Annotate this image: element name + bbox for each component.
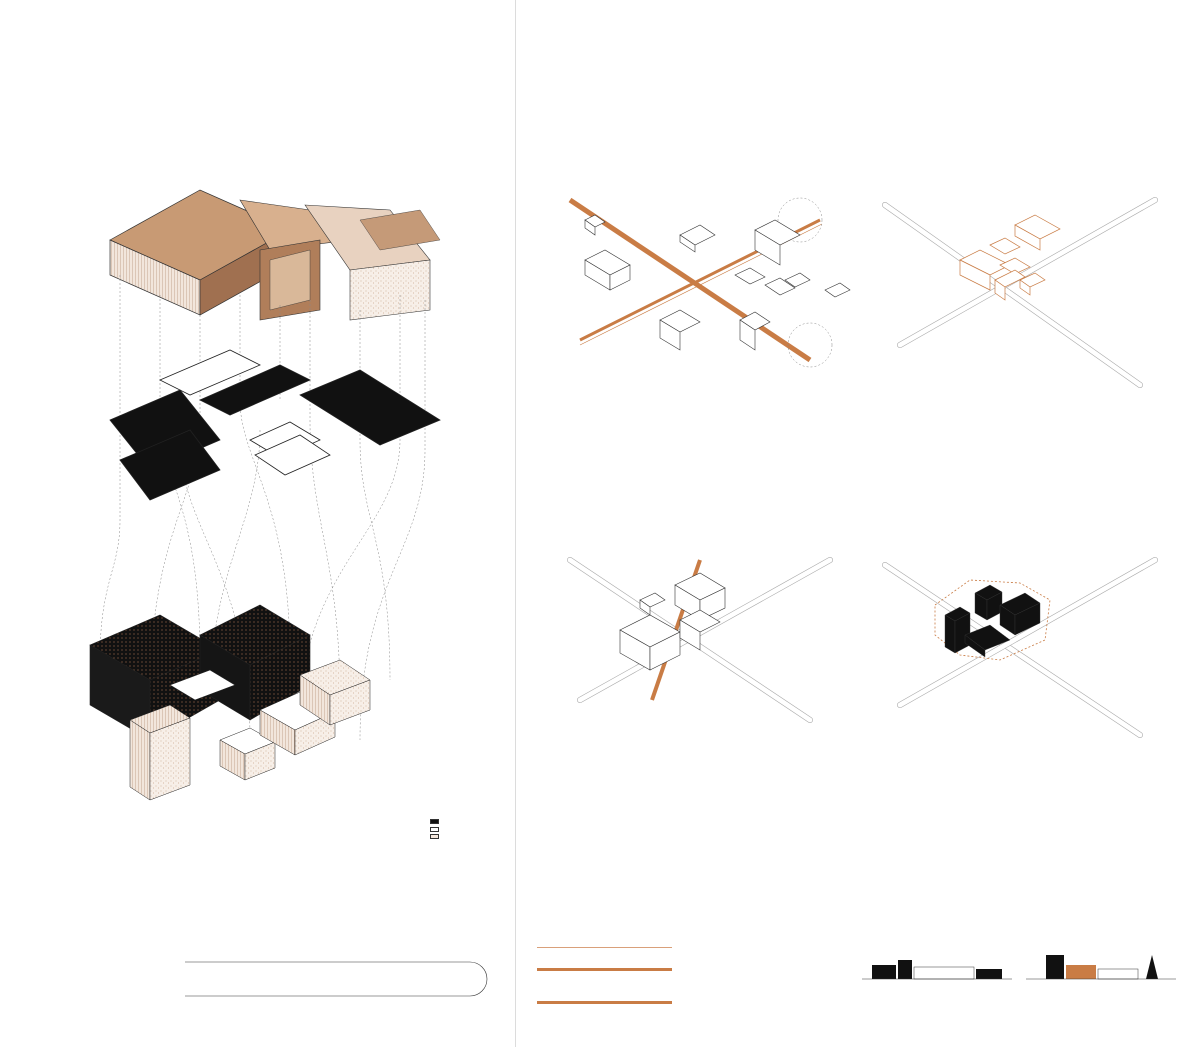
scene2-elevation <box>1026 945 1176 985</box>
program-axonometric-diagram <box>60 100 500 840</box>
step1-diagram <box>560 180 860 380</box>
scene1-elevation <box>862 945 1012 985</box>
legend-item <box>430 819 442 827</box>
legend-swatch-removal <box>430 834 439 839</box>
axis-1-bar <box>537 947 672 948</box>
step3-diagram <box>560 540 860 740</box>
legend-item <box>430 834 442 842</box>
page-divider <box>515 0 516 1047</box>
legend-swatch-maintain <box>430 827 439 832</box>
step2-diagram <box>880 185 1170 395</box>
legend <box>430 819 442 842</box>
original-buildings <box>110 190 440 320</box>
axis-3-row <box>537 998 672 1004</box>
legend-item <box>430 827 442 835</box>
axis-2-bar <box>537 968 672 971</box>
middle-program-layer <box>110 350 440 500</box>
axis-1-row <box>537 944 672 948</box>
axis-2-row <box>537 965 672 971</box>
step4-diagram <box>880 545 1170 745</box>
axis-3-bar <box>537 1001 672 1004</box>
monastery-buildings <box>90 605 370 800</box>
legend-swatch-reconfiguration <box>430 819 439 824</box>
routine-timeline <box>180 950 500 1020</box>
